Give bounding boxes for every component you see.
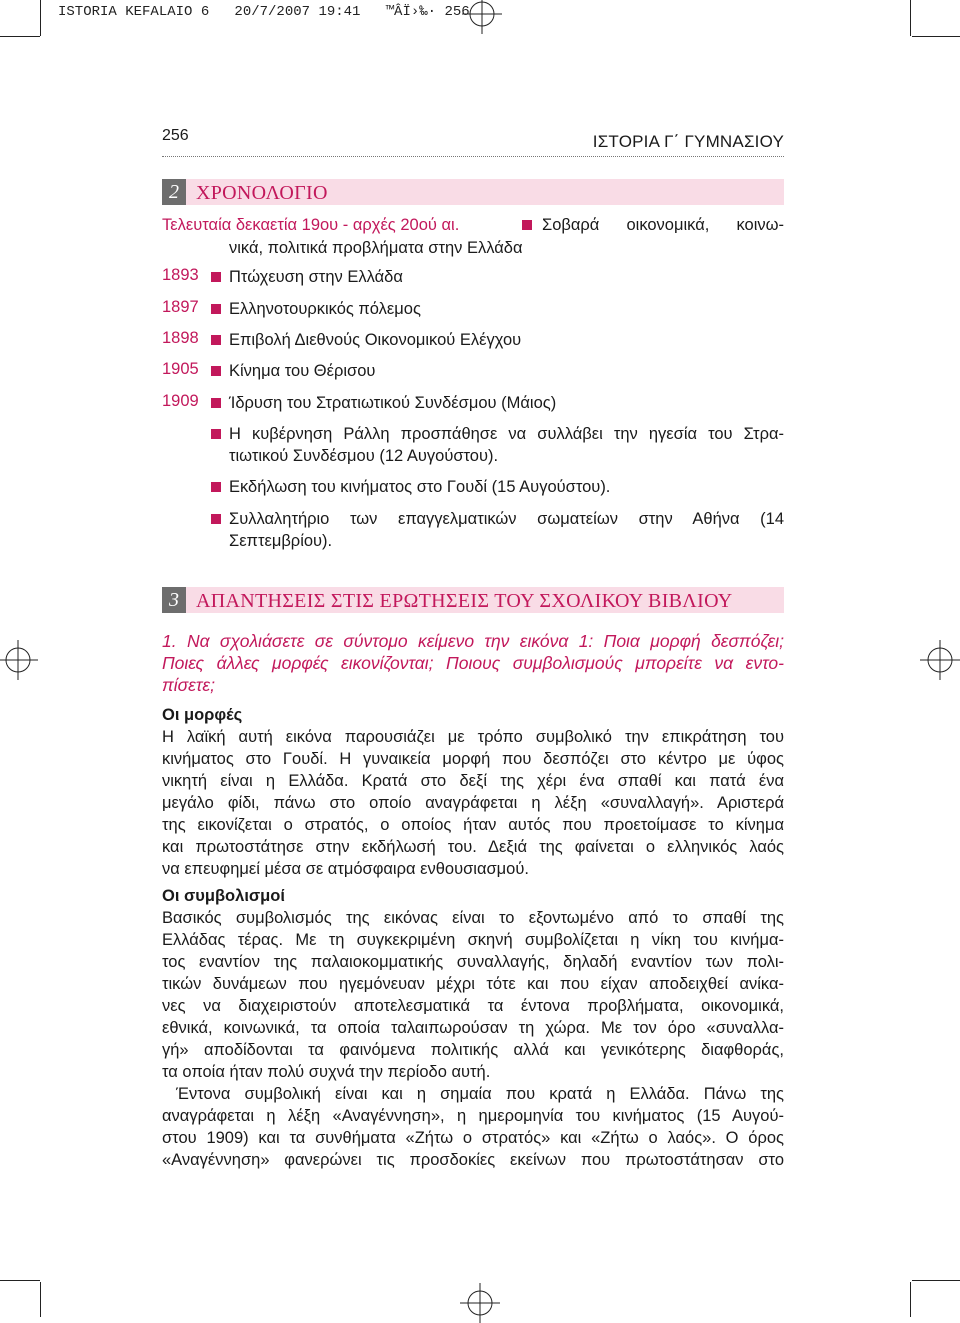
bullet-square-icon: [522, 220, 532, 230]
paragraph-line: τικών δυνάμεων που ηγεμόνευαν μέχρι τότε και που είχαν αποδειχθεί ανίκα-: [162, 975, 784, 993]
sub-event-line: Συλλαλητήριο των επαγγελματικών σωματείων στην Αθήνα (14: [229, 510, 784, 528]
bullet-square-icon: [211, 398, 221, 408]
question-text: [162, 630, 784, 696]
registration-mark-left: [0, 640, 38, 680]
event-year: 1905: [162, 360, 199, 378]
bullet-square-icon: [211, 366, 221, 376]
page-number: 256: [162, 127, 189, 144]
registration-mark-top: [462, 0, 502, 34]
event-text: Κίνημα του Θέρισου: [229, 362, 376, 380]
sub-event-line: Η κυβέρνηση Ράλλη προσπάθησε να συλλάβει την ηγεσία του Στρα-: [229, 425, 784, 443]
event-text: Ίδρυση του Στρατιωτικού Συνδέσμου (Μάιος): [229, 394, 557, 412]
bullet-square-icon: [211, 514, 221, 524]
paragraph-symbolisms: [162, 907, 784, 1171]
paragraph-line: Έντονα συμβολική είναι και η σημαία που κρατά η Ελλάδα. Πάνω της: [176, 1085, 784, 1103]
paragraph-line: της εικονίζεται ο στρατός, ο οποίος ήταν αυτός που προετοίμασε το κίνημα: [162, 816, 784, 834]
subheading-figures: Οι μορφές: [162, 706, 243, 724]
event-year: 1893: [162, 266, 199, 284]
paragraph-line: στου 1909) και τα συνθήματα «Ζήτω ο στρατός» και «Ζήτω ο λαός». Ο όρος: [162, 1129, 784, 1147]
bullet-square-icon: [211, 482, 221, 492]
event-text: Ελληνοτουρκικός πόλεμος: [229, 300, 421, 318]
header-divider: [162, 156, 784, 157]
paragraph-line: και πρωτοστάτησε στην εκδήλωσή του. Δεξιά της φαίνεται ο ελληνικός λαός: [162, 838, 784, 856]
section-answers-header: [162, 587, 784, 613]
paragraph-line: τος εναντίον της παλαιοκομματικής συναλλαγής, δηλαδή εναντίον των πολι-: [162, 953, 784, 971]
sub-event-line: τιωτικού Συνδέσμου (12 Αυγούστου).: [229, 447, 499, 465]
running-title: ΙΣΤΟΡΙΑ Γ΄ ΓΥΜΝΑΣΙΟΥ: [592, 132, 784, 151]
question-line: πίσετε;: [162, 675, 215, 695]
bullet-square-icon: [211, 272, 221, 282]
question-line: Ποιες άλλες μορφές εικονίζονται; Ποιους συμβολισμούς μπορείτε να εντο-: [162, 653, 784, 673]
section-title: ΑΠΑΝΤΗΣΕΙΣ ΣΤΙΣ ΕΡΩΤΗΣΕΙΣ ΤΟΥ ΣΧΟΛΙΚΟΥ ΒΙΒΛΙΟΥ: [196, 590, 733, 612]
event-text: Επιβολή Διεθνούς Οικονομικού Ελέγχου: [229, 331, 522, 349]
bullet-square-icon: [211, 429, 221, 439]
paragraph-line: αναγράφεται η λέξη «Αναγέννηση», η ημερομηνία του κινήματος (15 Αυγού-: [162, 1107, 784, 1125]
paragraph-line: Η λαϊκή αυτή εικόνα παρουσιάζει με τρόπο συμβολικό την επικράτηση του: [162, 728, 784, 746]
section-chronology-header: [162, 179, 784, 205]
event-year: 1897: [162, 298, 199, 316]
paragraph-line: κινήματος στο Γουδί. Η γυναικεία μορφή που δεσπόζει στο κέντρο με ύφος: [162, 750, 784, 768]
event-text: Πτώχευση στην Ελλάδα: [229, 268, 403, 286]
paragraph-line: να επευφημεί μέσα σε ατμόσφαιρα ενθουσιασμού.: [162, 860, 529, 878]
paragraph-line: Βασικός συμβολισμός της εικόνας είναι το εξοντωμένο από το σπαθί της: [162, 909, 784, 927]
bullet-square-icon: [211, 335, 221, 345]
section-number: 2: [162, 179, 186, 205]
paragraph-line: Ελλάδας τέρας. Με τη συγκεκριμένη σκηνή συμβολίζεται η νίκη του κινήμα-: [162, 931, 784, 949]
question-line: 1. Να σχολιάσετε σε σύντομο κείμενο την εικόνα 1: Ποια μορφή δεσπόζει;: [162, 631, 784, 651]
sub-event-line: Σεπτεμβρίου).: [229, 532, 333, 550]
paragraph-line: τα οποία ήταν πολύ συχνά την περίοδο αυτή.: [162, 1063, 491, 1081]
paragraph-line: νες να διαχειριστούν αποτελεσματικά τα έντονα προβλήματα, οικονομικά,: [162, 997, 784, 1015]
registration-mark-bottom: [460, 1283, 500, 1323]
bullet-square-icon: [211, 304, 221, 314]
registration-mark-right: [920, 640, 960, 680]
sub-event-line: Εκδήλωση του κινήματος στο Γουδί (15 Αυγούστου).: [229, 478, 611, 496]
paragraph-line: μεγάλο φίδι, πάνω στο οποίο αναγράφεται η λέξη «συναλλαγή». Αριστερά: [162, 794, 784, 812]
paragraph-line: εθνικά, κοινωνικά, τα οποία ταλαιπωρούσαν τη χώρα. Με τον όρο «συναλλα-: [162, 1019, 784, 1037]
paragraph-line: νικητή είναι η Ελλάδα. Κρατά στο δεξί της χέρι ένα σπαθί και πατά ένα: [162, 772, 784, 790]
event-year: 1898: [162, 329, 199, 347]
paragraph-figures: [162, 726, 784, 880]
timeline-intro-text-line2: νικά, πολιτικά προβλήματα στην Ελλάδα: [229, 239, 523, 257]
paragraph-line: «Αναγέννηση» φανερώνει τις προσδοκίες εκείνων που πρωτοστάτησαν στο: [162, 1151, 784, 1169]
timeline-intro-text-line1: Σοβαρά οικονομικά, κοινω-: [522, 214, 784, 236]
paragraph-line: γή» αποδίδονται τα φαινόμενα πολιτικής αλλά και γενικότερης διαφθοράς,: [162, 1041, 784, 1059]
timeline-intro-label: Τελευταία δεκαετία 19ου - αρχές 20ού αι.: [162, 216, 460, 234]
subheading-symbolisms: Οι συμβολισμοί: [162, 887, 285, 905]
timeline-intro: [162, 214, 784, 236]
section-title: ΧΡΟΝΟΛΟΓΙΟ: [196, 182, 328, 204]
event-year: 1909: [162, 392, 199, 410]
section-number: 3: [162, 587, 186, 613]
printer-slug: ISTORIA KEFALAIO 6 20/7/2007 19:41 ™ÂÏ›‰· 256: [58, 4, 470, 20]
